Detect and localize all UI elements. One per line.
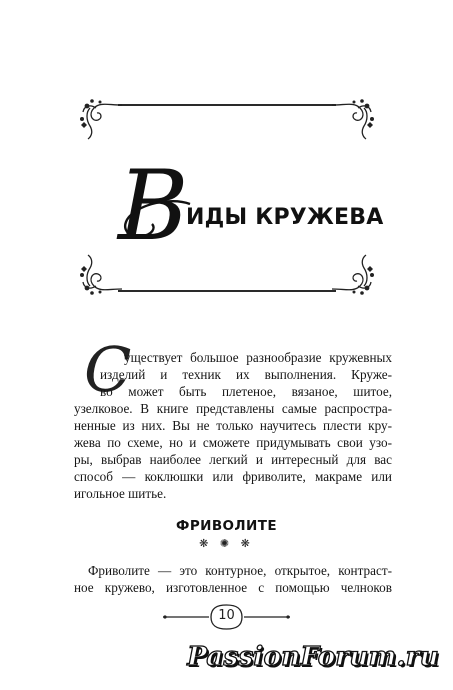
section-title: ФРИВОЛИТЕ [176, 518, 277, 534]
intro-line: ненные из них. Вы не только научитесь плести кру- [74, 418, 392, 433]
section-paragraph [74, 562, 392, 596]
section-divider-icon: ❋ ✺ ❋ [199, 537, 254, 550]
intro-line: изделий и техник их выполнения. Круже- [100, 367, 392, 382]
top-frame-line [118, 104, 336, 106]
paragraph-dropcap: С [84, 333, 132, 406]
intro-line: игольное шитье. [74, 486, 167, 501]
intro-line: жева по схеме, но и сможете придумывать свои узо- [74, 435, 392, 450]
heading-swash-icon [116, 196, 196, 244]
top-right-flourish-icon [328, 96, 376, 142]
page-number-plate [161, 600, 292, 634]
bottom-frame-line [118, 290, 336, 292]
intro-paragraph [74, 349, 392, 502]
site-watermark: PassionForum.ru [187, 642, 439, 672]
bottom-left-flourish-icon [78, 252, 126, 298]
section-line: Фриволите — это контурное, открытое, контраст- [88, 563, 392, 578]
intro-line: способ — коклюшки или фриволите, макраме или [74, 469, 392, 484]
page-number: 10 [218, 608, 235, 623]
intro-line: узелковое. В книге представлены самые распростра- [74, 401, 392, 416]
chapter-title: ИДЫ КРУЖЕВА [186, 205, 384, 230]
top-left-flourish-icon [78, 96, 126, 142]
intro-line: уществует большое разнообразие кружевных [124, 350, 392, 365]
bottom-right-flourish-icon [328, 252, 376, 298]
section-line: ное кружево, изготовленное с помощью челноков [74, 580, 392, 595]
intro-line: во может быть плетеное, вязаное, шитое, [100, 384, 392, 399]
intro-line: ры, выбрав наиболее легкий и интересный для вас [74, 452, 392, 467]
heading-initial-letter: В [118, 150, 185, 262]
